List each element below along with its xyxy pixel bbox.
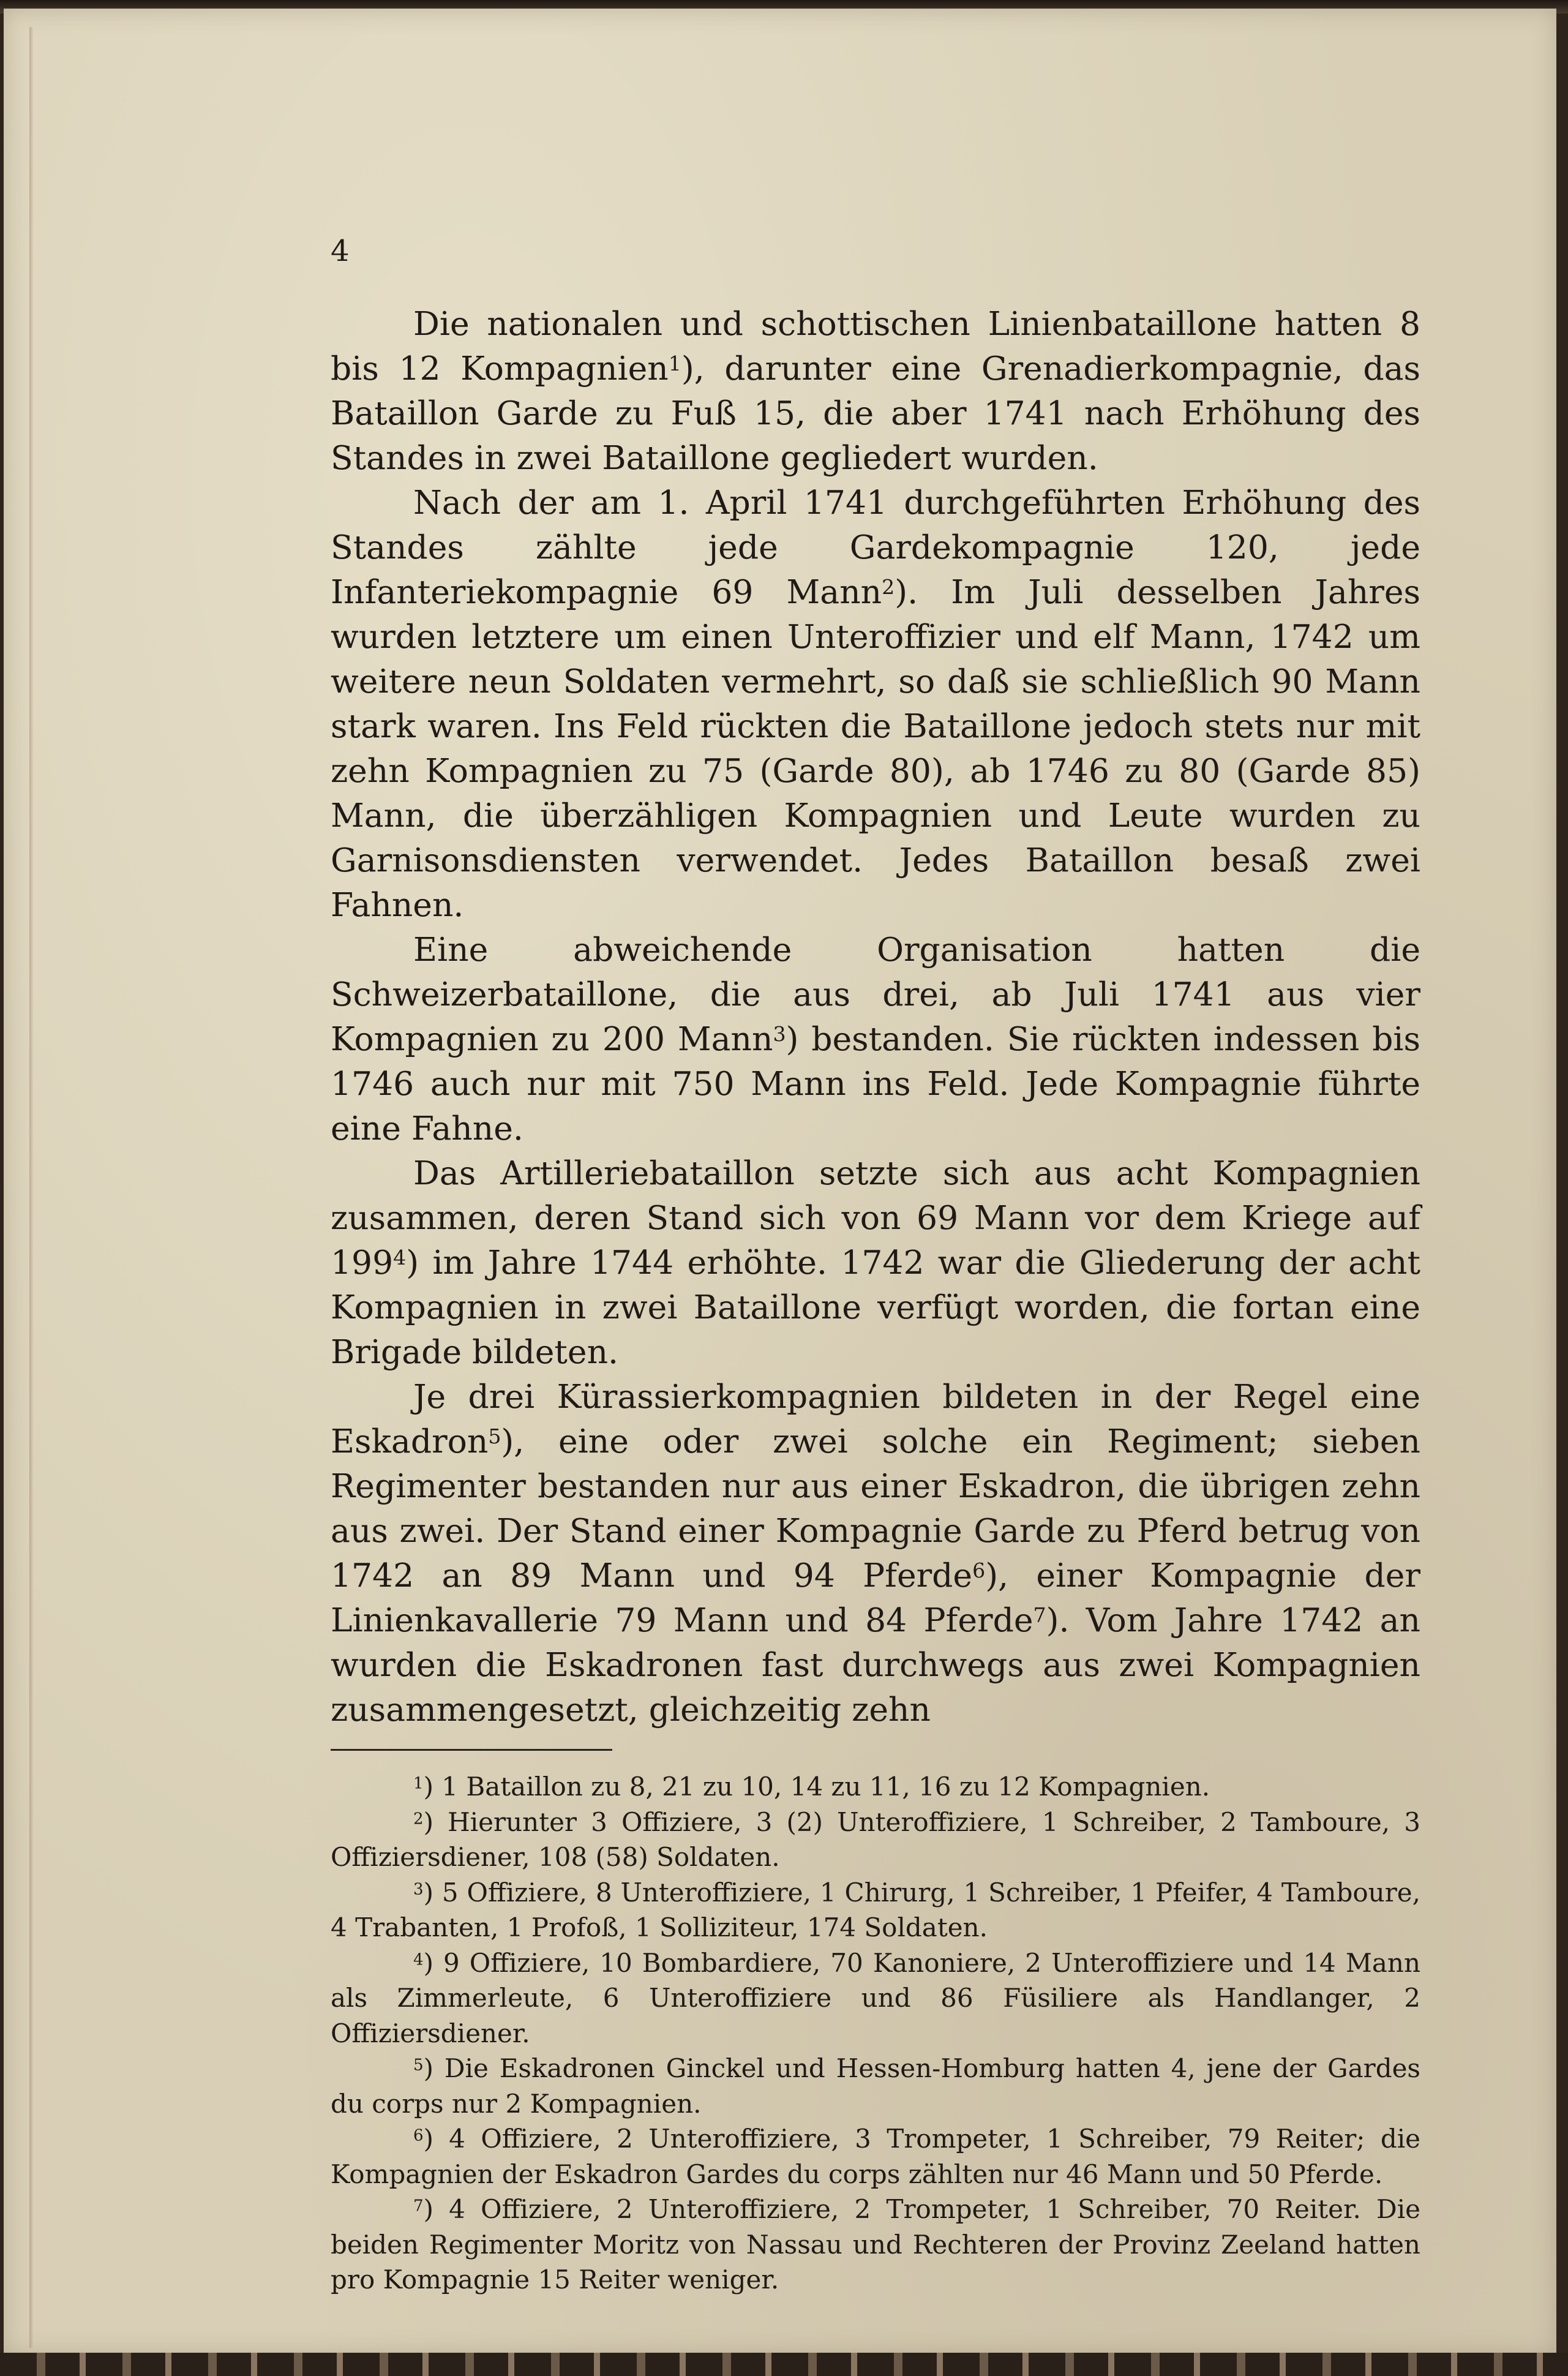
- footnote: $^6$) 4 Offiziere, 2 Unteroffiziere, 3 Trompeter, 1 Schreiber, 79 Reiter; die Kompagnien der Eskadron Gardes du corps zählten nur 46 Mann und 50 Pferde.: [331, 2124, 1420, 2189]
- footnote-ref: 5: [488, 1424, 501, 1449]
- footnote: $^7$) 4 Offiziere, 2 Unteroffiziere, 2 Trompeter, 1 Schreiber, 70 Reiter. Die beiden Regimenter Moritz von Nassau und Rechteren der Provinz Zeeland hatten pro Kompagnie 15 Reiter weniger.: [331, 2194, 1420, 2295]
- footnote-ref: 1: [668, 352, 681, 376]
- footnote: $^3$) 5 Offiziere, 8 Unteroffiziere, 1 Chirurg, 1 Schreiber, 1 Pfeifer, 4 Tamboure, 4 Trabanten, 1 Profoß, 1 Solliziteur, 174 Soldaten.: [331, 1877, 1420, 1942]
- footnote: $^4$) 9 Offiziere, 10 Bombardiere, 70 Kanoniere, 2 Unteroffiziere und 14 Mann als Zimmerleute, 6 Unteroffiziere und 86 Füsiliere als Handlanger, 2 Offiziersdiener.: [331, 1947, 1420, 2048]
- body-text: [331, 301, 1420, 1732]
- footnote-ref: 7: [1033, 1603, 1046, 1628]
- paragraph: Je drei Kürassierkompagnien bildeten in der Regel eine Eskadron$^5$), eine oder zwei solche ein Regiment; sieben Regimenter bestanden nur aus einer Eskadron, die übrigen zehn aus zwei. Der Stand einer Kompagnie Garde zu Pferd betrug von 1742 an 89 Mann und 94 Pferde$^6$), einer Kompagnie der Linienkavallerie 79 Mann und 84 Pferde$^7$). Vom Jahre 1742 an wurden die Eskadronen fast durchwegs aus zwei Kompagnien zusammengesetzt, gleichzeitig zehn: [331, 1377, 1421, 1729]
- footnote: $^2$) Hierunter 3 Offiziere, 3 (2) Unteroffiziere, 1 Schreiber, 2 Tamboure, 3 Offiziersdiener, 108 (58) Soldaten.: [331, 1806, 1420, 1872]
- page-number: 4: [331, 234, 350, 268]
- footnote-ref: 4: [393, 1246, 407, 1270]
- footnote-ref: 2: [882, 575, 895, 600]
- footnote-mark: 2: [413, 1809, 424, 1828]
- page-gutter: [29, 27, 33, 2348]
- footnotes: [331, 1769, 1420, 2298]
- footnote-mark: 3: [413, 1879, 424, 1898]
- footnote-mark: 6: [413, 2126, 424, 2145]
- paragraph: Die nationalen und schottischen Linienbataillone hatten 8 bis 12 Kompagnien$^1$), darunter eine Grenadierkompagnie, das Bataillon Garde zu Fuß 15, die aber 1741 nach Erhöhung des Standes in zwei Bataillone gegliedert wurden.: [331, 304, 1420, 477]
- book-bottom-edge: [0, 2353, 1568, 2376]
- footnote-mark: 7: [413, 2197, 424, 2216]
- footnote: $^1$) 1 Bataillon zu 8, 21 zu 10, 14 zu 11, 16 zu 12 Kompagnien.: [413, 1772, 1210, 1802]
- footnote-mark: 5: [413, 2056, 424, 2075]
- footnote-ref: 6: [972, 1558, 986, 1583]
- paragraph: Eine abweichende Organisation hatten die Schweizerbataillone, die aus drei, ab Juli 1741 aus vier Kompagnien zu 200 Mann$^3$) bestanden. Sie rückten indessen bis 1746 auch nur mit 750 Mann ins Feld. Jede Kompagnie führte eine Fahne.: [331, 930, 1420, 1148]
- paragraph: Das Artilleriebataillon setzte sich aus acht Kompagnien zusammen, deren Stand sich von 69 Mann vor dem Kriege auf $199^4$) im Jahre 1744 erhöhte. 1742 war die Gliederung der acht Kompagnien in zwei Bataillone verfügt worden, die fortan eine Brigade bildeten.: [331, 1154, 1420, 1371]
- footnote-ref: 3: [773, 1022, 786, 1047]
- page-content: [331, 233, 1420, 2298]
- paragraph: Nach der am 1. April 1741 durchgeführten Erhöhung des Standes zählte jede Gardekompagnie 120, jede Infanteriekompagnie 69 Mann$^2$). Im Juli desselben Jahres wurden letztere um einen Unteroffizier und elf Mann, 1742 um weitere neun Soldaten vermehrt, so daß sie schließlich 90 Mann stark waren. Ins Feld rückten die Bataillone jedoch stets nur mit zehn Kompagnien zu 75 (Garde 80), ab 1746 zu 80 (Garde 85) Mann, die überzähligen Kompagnien und Leute wurden zu Garnisonsdiensten verwendet. Jedes Bataillon besaß zwei Fahnen.: [331, 483, 1420, 924]
- footnote-mark: 1: [413, 1774, 424, 1793]
- footnote-mark: 4: [413, 1950, 424, 1969]
- footnote-separator: [331, 1749, 612, 1751]
- footnote: $^5$) Die Eskadronen Ginckel und Hessen-Homburg hatten 4, jene der Gardes du corps nur 2 Kompagnien.: [331, 2053, 1420, 2119]
